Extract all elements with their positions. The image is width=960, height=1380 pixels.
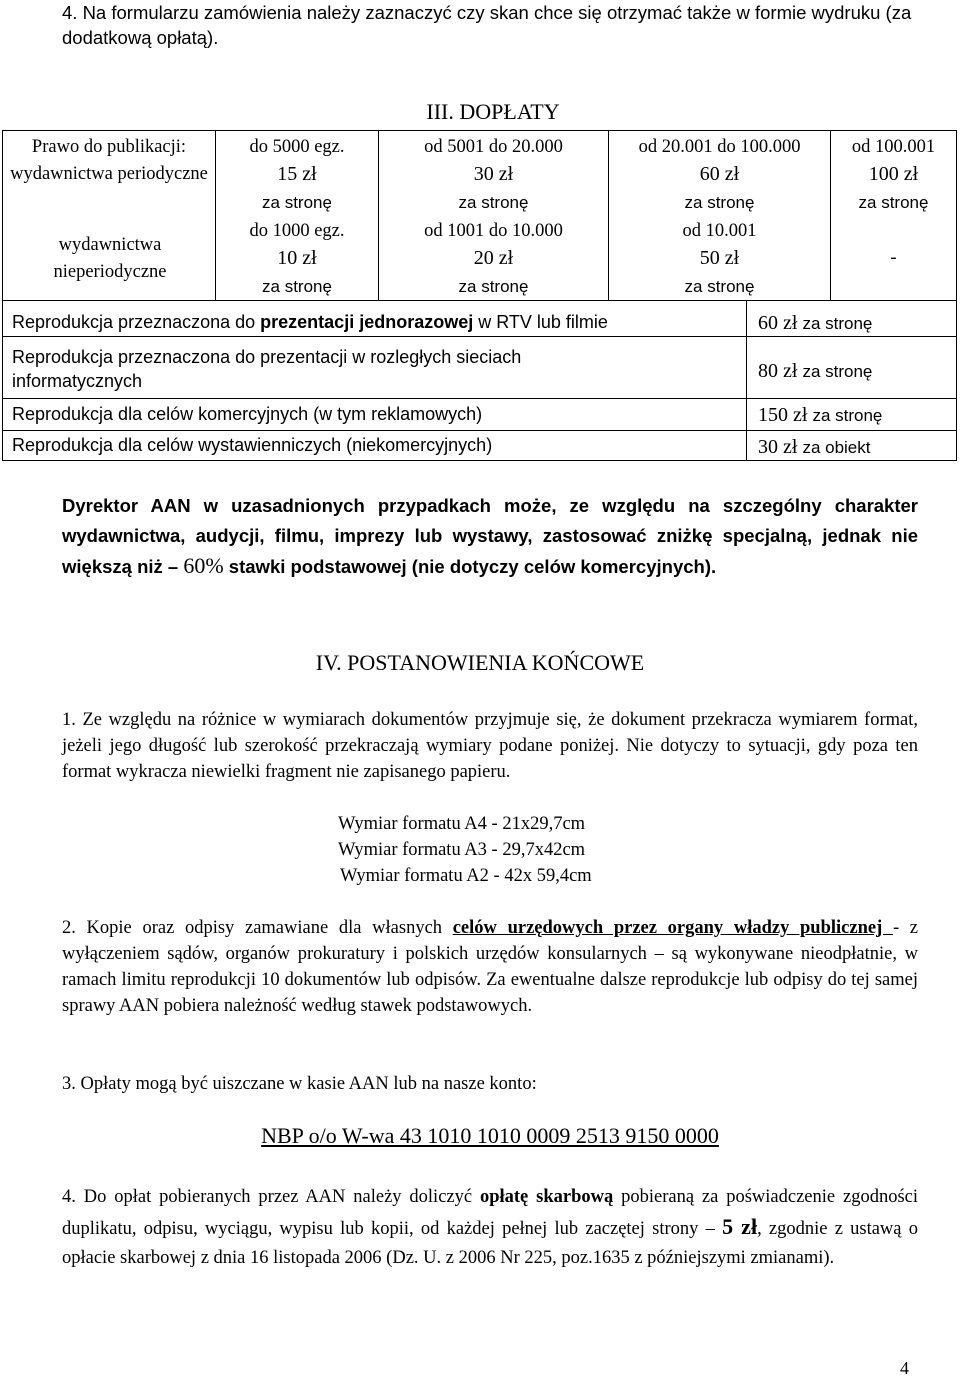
nonperiodic-tier-2: od 1001 do 10.000 20 zł za stronę	[424, 221, 563, 296]
section-title-final-provisions: IV. POSTANOWIENIA KOŃCOWE	[315, 650, 645, 675]
provision-3: 3. Opłaty mogą być uiszczane w kasie AAN lub na nasze konto:	[62, 1074, 537, 1094]
repro-row-1-desc: Reprodukcja przeznaczona do prezentacji jednorazowej w RTV lub filmie	[12, 312, 608, 332]
repro-row-3-price: 150 zł za stronę	[758, 404, 883, 426]
repro-row-4-price: 30 zł za obiekt	[758, 436, 871, 458]
repro-row-3-desc: Reprodukcja dla celów komercyjnych (w tym reklamowych)	[12, 404, 483, 424]
nonperiodic-tier-4: -	[890, 248, 897, 268]
page-number: 4	[900, 1358, 909, 1378]
provision-1: 1. Ze względu na różnice w wymiarach dokumentów przyjmuje się, że dokument przekracza wymiarem format, jeżeli jego długość lub szerokość przekraczają wymiary podane poniżej. Nie dotyczy to sytuacji, gdy poza ten format wykracza niewielki fragment nie zapisanego papieru.	[62, 710, 918, 782]
provision-4: 4. Do opłat pobieranych przez AAN należy doliczyć opłatę skarbową pobieraną za poświadczenie zgodności duplikatu, odpisu, wyciągu, wypisu lub kopii, od każdej pełnej lub zaczętej strony – 5 zł, zgodnie z ustawą o opłacie skarbowej z dnia 16 listopada 2006 (Dz. U. z 2006 Nr 225, poz.1635 z późniejszymi zmianami).	[62, 1187, 918, 1268]
section-title-doplaty: III. DOPŁATY	[426, 99, 560, 124]
repro-row-2-price: 80 zł za stronę	[758, 360, 873, 382]
repro-row-2-desc: Reprodukcja przeznaczona do prezentacji w rozległych sieciach informatycznych	[12, 347, 522, 391]
periodic-tier-4: od 100.001 100 zł za stronę	[851, 137, 936, 212]
repro-row-4-desc: Reprodukcja dla celów wystawienniczych (niekomercyjnych)	[12, 435, 493, 455]
category-nonperiodic: wydawnictwa nieperiodyczne	[53, 235, 167, 282]
nonperiodic-tier-1: do 1000 egz. 10 zł za stronę	[249, 221, 345, 296]
periodic-tier-1: do 5000 egz. 15 zł za stronę	[249, 137, 345, 212]
format-a2: Wymiar formatu A2 - 42x 59,4cm	[340, 866, 592, 886]
rights-label: Prawo do publikacji: wydawnictwa periodyczne	[10, 137, 208, 184]
category-periodic: wydawnictwa periodyczne	[10, 164, 208, 184]
provision-2: 2. Kopie oraz odpisy zamawiane dla własnych celów urzędowych przez organy władzy publicznej - z wyłączeniem sądów, organów prokuratury i polskich urzędów konsularnych – są wykonywane nieodpłatnie, w ramach limitu reprodukcji 10 dokumentów lub odpisów. Za ewentualne dalsze reprodukcje lub odpisy do tej samej sprawy AAN pobiera należność według stawek podstawowych.	[62, 918, 918, 1016]
director-note: Dyrektor AAN w uzasadnionych przypadkach może, ze względu na szczególny charakter wydawnictwa, audycji, filmu, imprezy lub wystawy, zastosować zniżkę specjalną, jednak nie większą niż – 60% stawki podstawowej (nie dotyczy celów komercyjnych).	[62, 495, 918, 578]
format-a3: Wymiar formatu A3 - 29,7x42cm	[338, 840, 586, 860]
format-a4: Wymiar formatu A4 - 21x29,7cm	[338, 814, 586, 834]
repro-row-1-price: 60 zł za stronę	[758, 312, 873, 334]
nonperiodic-tier-3: od 10.001 50 zł za stronę	[682, 221, 757, 296]
periodic-tier-3: od 20.001 do 100.000 60 zł za stronę	[638, 137, 801, 212]
periodic-tier-2: od 5001 do 20.000 30 zł za stronę	[424, 137, 563, 212]
fee-table	[0, 96, 960, 466]
bank-account-number: NBP o/o W-wa 43 1010 1010 0009 2513 9150 0000	[261, 1123, 719, 1148]
intro-paragraph: 4. Na formularzu zamówienia należy zaznaczyć czy skan chce się otrzymać także w formie wydruku (za dodatkową opłatą).	[62, 2, 912, 48]
